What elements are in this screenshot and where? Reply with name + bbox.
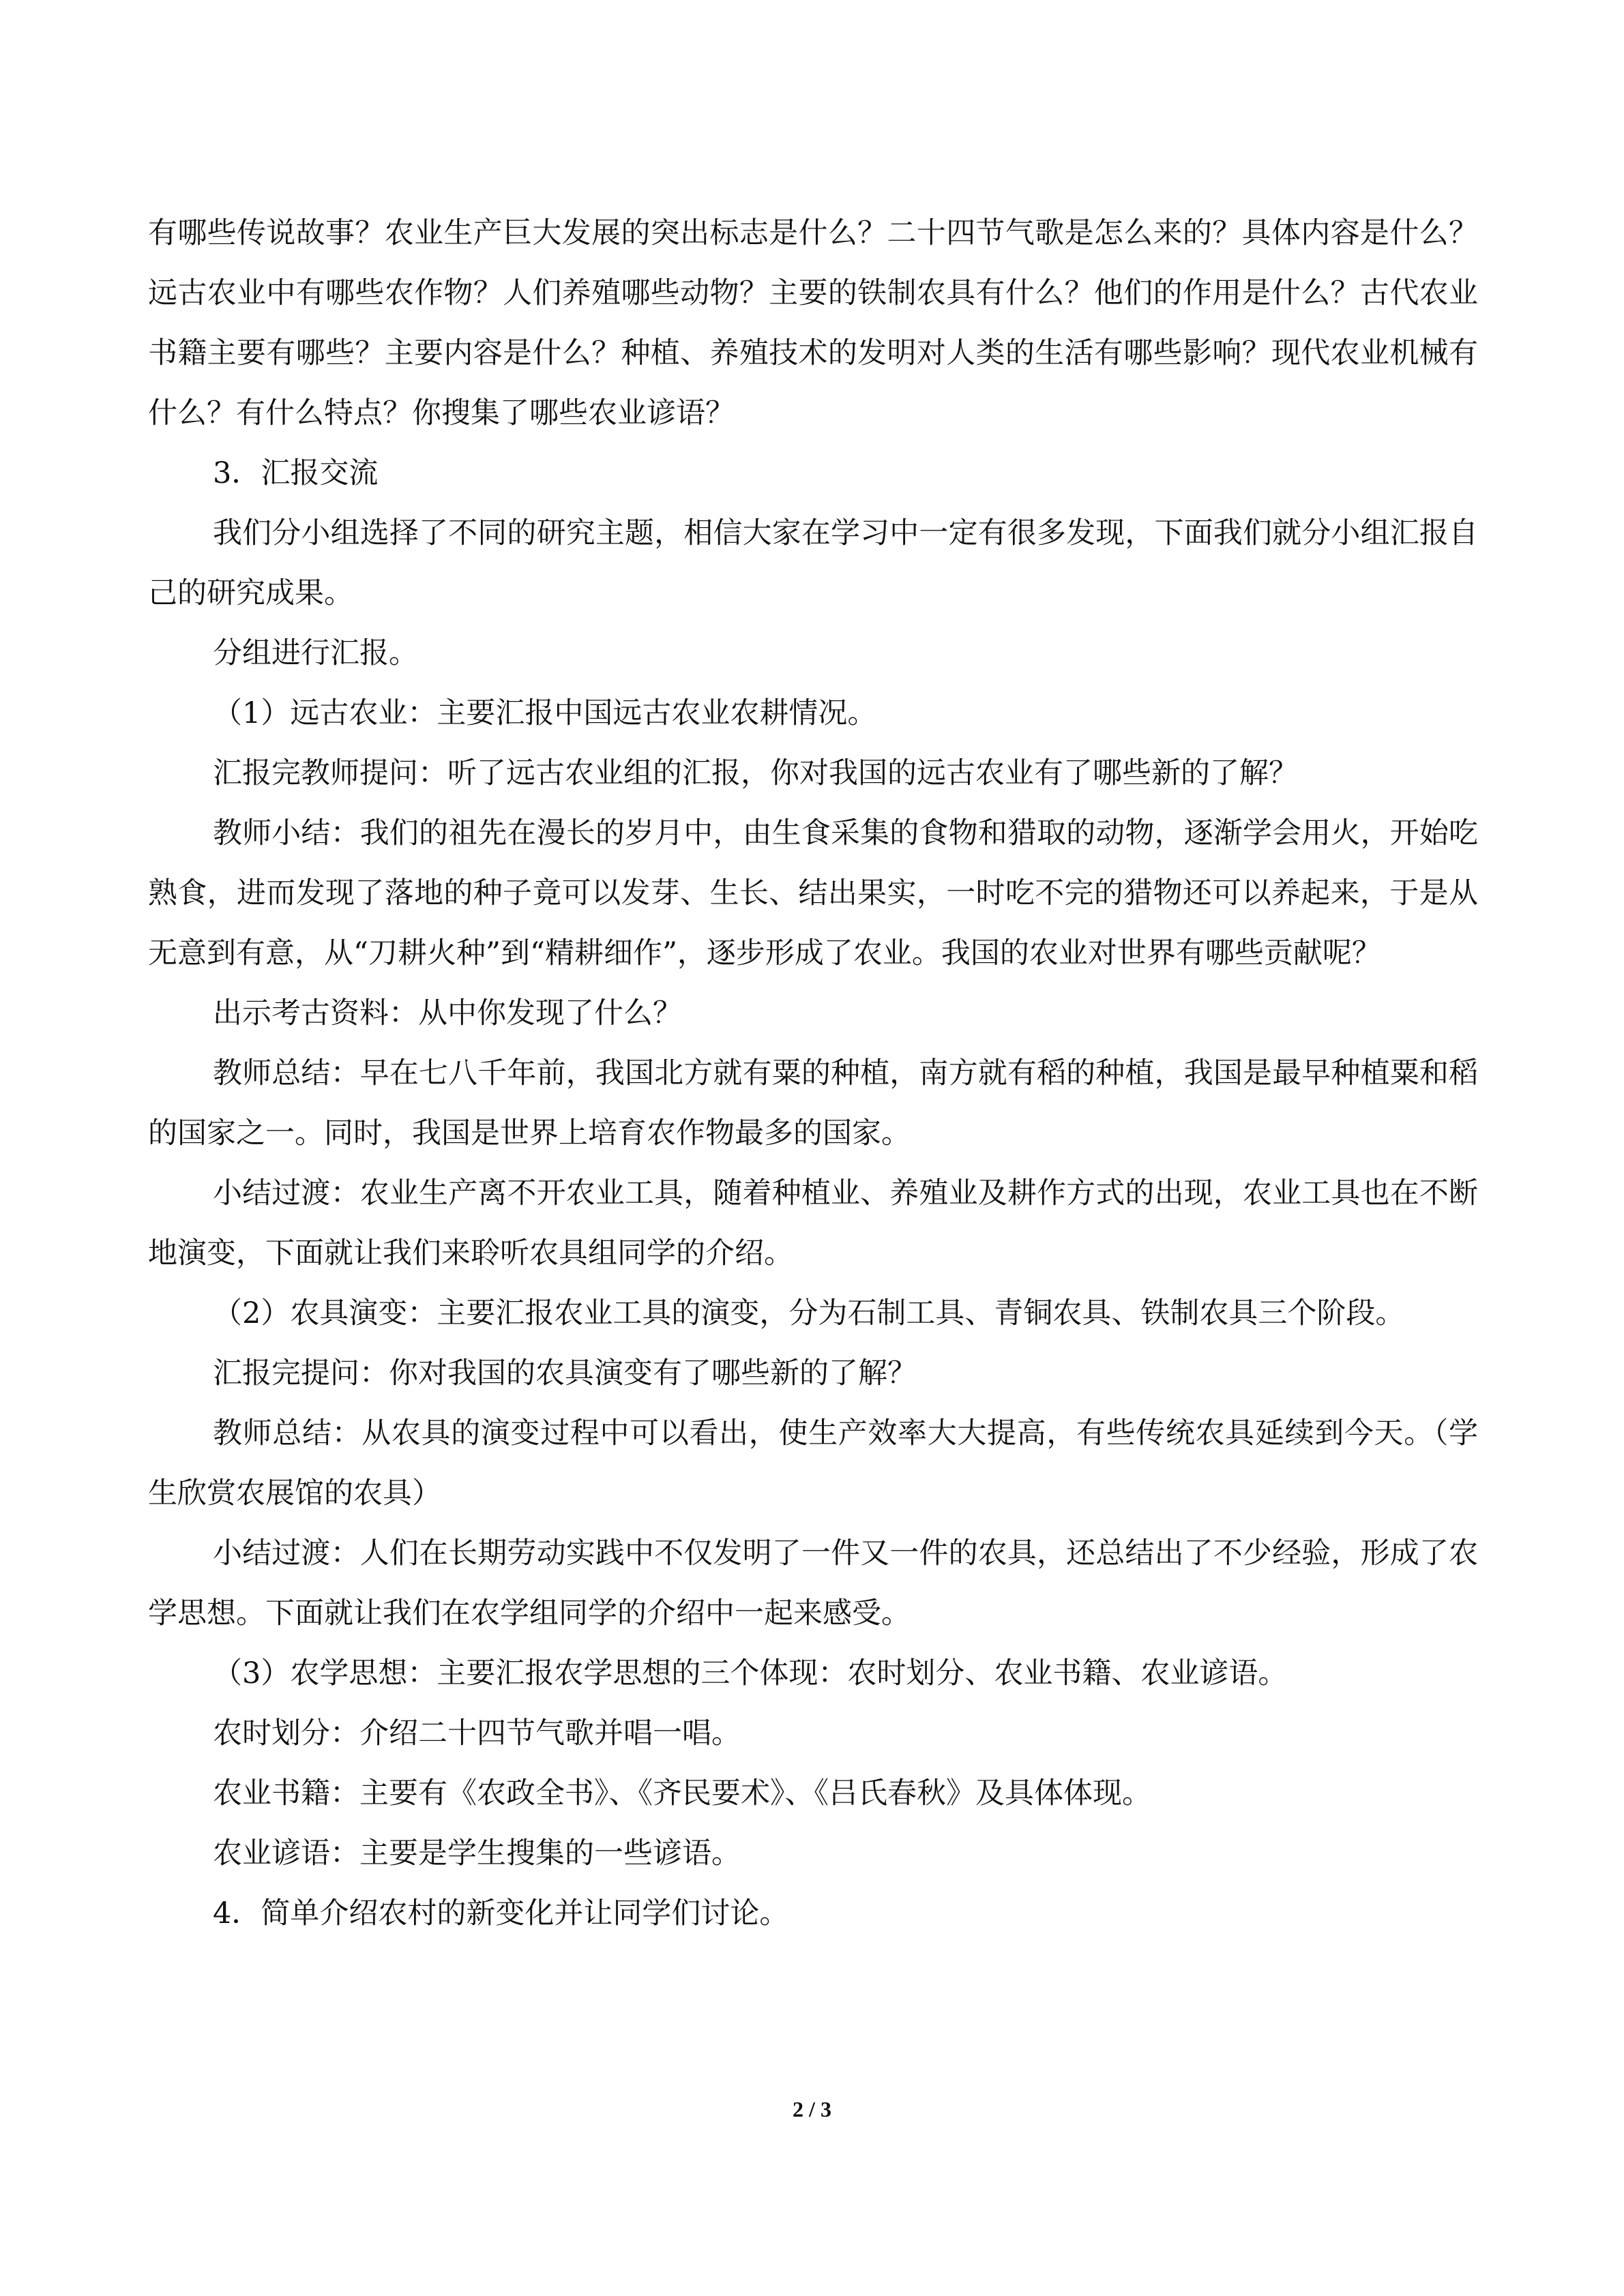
paragraph-group-topics: 我们分小组选择了不同的研究主题，相信大家在学习中一定有很多发现，下面我们就分小组汇报自己的研究成果。 (148, 516, 1478, 610)
paragraph-teacher-conclusion-2: 教师总结：从农具的演变过程中可以看出，使生产效率大大提高，有些传统农具延续到今天。（学生欣赏农展馆的农具） (148, 1416, 1478, 1510)
paragraph-transition-2: 小结过渡：人们在长期劳动实践中不仅发明了一件又一件的农具，还总结出了不少经验，形成了农学思想。下面就让我们在农学组同学的介绍中一起来感受。 (148, 1536, 1478, 1630)
paragraph-continuation: 有哪些传说故事？农业生产巨大发展的突出标志是什么？二十四节气歌是怎么来的？具体内容是什么？远古农业中有哪些农作物？人们养殖哪些动物？主要的铁制农具有什么？他们的作用是什么？古代农业书籍主要有哪些？主要内容是什么？种植、养殖技术的发明对人类的生活有哪些影响？现代农业机械有什么？有什么特点？你搜集了哪些农业谚语？ (148, 216, 1478, 430)
paragraph-group-report: 分组进行汇报。 (213, 636, 418, 670)
subheading-agronomy-thought: （3）农学思想：主要汇报农学思想的三个体现：农时划分、农业书籍、农业谚语。 (213, 1656, 1288, 1690)
paragraph-teacher-question-1: 汇报完教师提问：听了远古农业组的汇报，你对我国的远古农业有了哪些新的了解？ (213, 756, 1298, 790)
paragraph-teacher-summary-1: 教师小结：我们的祖先在漫长的岁月中，由生食采集的食物和猎取的动物，逐渐学会用火，开始吃熟食，进而发现了落地的种子竟可以发芽、生长、结出果实，一时吃不完的猎物还可以养起来，于是从无意到有意，从“刀耕火种”到“精耕细作”，逐步形成了农业。我国的农业对世界有哪些贡献呢？ (148, 816, 1478, 970)
paragraph-teacher-conclusion-1: 教师总结：早在七八千年前，我国北方就有粟的种植，南方就有稻的种植，我国是最早种植粟和稻的国家之一。同时，我国是世界上培育农作物最多的国家。 (148, 1056, 1478, 1150)
subheading-tool-evolution: （2）农具演变：主要汇报农业工具的演变，分为石制工具、青铜农具、铁制农具三个阶段。 (213, 1296, 1405, 1330)
paragraph-agriculture-books: 农业书籍：主要有《农政全书》、《齐民要术》、《吕氏春秋》及具体体现。 (213, 1776, 1151, 1810)
section-heading-rural-changes: 4．简单介绍农村的新变化并让同学们讨论。 (213, 1896, 789, 1930)
subheading-ancient-agriculture: （1）远古农业：主要汇报中国远古农业农耕情况。 (213, 696, 877, 730)
section-heading-report-exchange: 3．汇报交流 (213, 456, 379, 490)
paragraph-farming-seasons: 农时划分：介绍二十四节气歌并唱一唱。 (213, 1716, 741, 1750)
document-body (148, 203, 1478, 1943)
paragraph-teacher-question-2: 汇报完提问：你对我国的农具演变有了哪些新的了解？ (213, 1356, 917, 1390)
page-number: 2 / 3 (793, 2097, 831, 2121)
paragraph-transition-1: 小结过渡：农业生产离不开农业工具，随着种植业、养殖业及耕作方式的出现，农业工具也在不断地演变，下面就让我们来聆听农具组同学的介绍。 (148, 1176, 1478, 1270)
paragraph-agriculture-proverbs: 农业谚语：主要是学生搜集的一些谚语。 (213, 1836, 741, 1870)
paragraph-archaeology: 出示考古资料：从中你发现了什么？ (213, 996, 682, 1030)
